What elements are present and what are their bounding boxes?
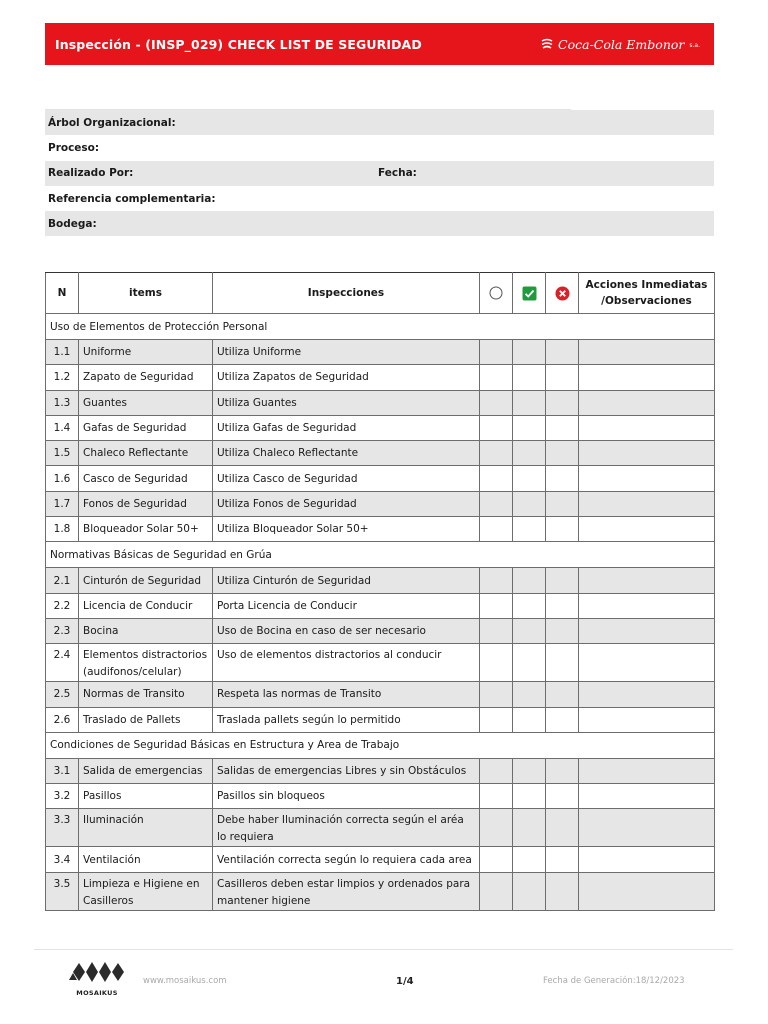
na-checkbox[interactable] [480, 872, 513, 910]
fail-checkbox[interactable] [546, 517, 579, 542]
row-number: 1.8 [46, 517, 79, 542]
ok-checkbox[interactable] [513, 415, 546, 440]
row-number: 3.5 [46, 872, 79, 910]
observations-field[interactable] [579, 682, 715, 707]
row-number: 3.4 [46, 847, 79, 872]
table-row [46, 682, 715, 707]
row-item: Bocina [79, 618, 213, 643]
fail-checkbox[interactable] [546, 441, 579, 466]
table-row [46, 618, 715, 643]
ok-checkbox[interactable] [513, 682, 546, 707]
observations-field[interactable] [579, 758, 715, 783]
na-checkbox[interactable] [480, 340, 513, 365]
na-checkbox[interactable] [480, 784, 513, 809]
fail-checkbox[interactable] [546, 707, 579, 732]
proceso-label: Proceso: [48, 141, 100, 154]
observations-field[interactable] [579, 593, 715, 618]
fail-checkbox[interactable] [546, 415, 579, 440]
table-row [46, 568, 715, 593]
mosaikus-icon [69, 960, 125, 984]
row-item: Uniforme [79, 340, 213, 365]
fail-checkbox[interactable] [546, 784, 579, 809]
table-row [46, 644, 715, 682]
section-title: Normativas Básicas de Seguridad en Grúa [46, 542, 715, 568]
ok-checkbox[interactable] [513, 390, 546, 415]
row-item: Limpieza e Higiene en Casilleros [79, 872, 213, 910]
red-x-icon [555, 286, 570, 301]
row-inspection: Utiliza Guantes [213, 390, 480, 415]
na-checkbox[interactable] [480, 568, 513, 593]
fail-checkbox[interactable] [546, 809, 579, 847]
na-checkbox[interactable] [480, 644, 513, 682]
row-inspection: Traslada pallets según lo permitido [213, 707, 480, 732]
observations-field[interactable] [579, 415, 715, 440]
col-header-na [480, 273, 513, 314]
info-row-realizado [45, 161, 714, 186]
section-row [46, 732, 715, 758]
ok-checkbox[interactable] [513, 441, 546, 466]
ok-checkbox[interactable] [513, 593, 546, 618]
observations-field[interactable] [579, 441, 715, 466]
section-row [46, 542, 715, 568]
row-inspection: Respeta las normas de Transito [213, 682, 480, 707]
row-inspection: Uso de elementos distractorios al conducir [213, 644, 480, 682]
observations-field[interactable] [579, 784, 715, 809]
table-row [46, 415, 715, 440]
row-number: 2.6 [46, 707, 79, 732]
ok-checkbox[interactable] [513, 872, 546, 910]
table-row [46, 809, 715, 847]
row-number: 2.4 [46, 644, 79, 682]
referencia-label: Referencia complementaria: [48, 192, 216, 205]
row-item: Casco de Seguridad [79, 466, 213, 491]
row-inspection: Utiliza Casco de Seguridad [213, 466, 480, 491]
ok-checkbox[interactable] [513, 618, 546, 643]
row-number: 2.5 [46, 682, 79, 707]
fail-checkbox[interactable] [546, 618, 579, 643]
na-checkbox[interactable] [480, 415, 513, 440]
table-row [46, 847, 715, 872]
brand-logo [540, 37, 700, 52]
row-number: 2.3 [46, 618, 79, 643]
col-header-fail [546, 273, 579, 314]
row-number: 1.4 [46, 415, 79, 440]
observations-field[interactable] [579, 847, 715, 872]
row-inspection: Debe haber Iluminación correcta según el aréa lo requiera [213, 809, 480, 847]
observations-field[interactable] [579, 707, 715, 732]
green-check-icon [522, 286, 537, 301]
table-row [46, 758, 715, 783]
row-item: Licencia de Conducir [79, 593, 213, 618]
fail-checkbox[interactable] [546, 593, 579, 618]
fail-checkbox[interactable] [546, 847, 579, 872]
ok-checkbox[interactable] [513, 568, 546, 593]
row-inspection: Porta Licencia de Conducir [213, 593, 480, 618]
observations-field[interactable] [579, 644, 715, 682]
table-row [46, 390, 715, 415]
row-item: Chaleco Reflectante [79, 441, 213, 466]
na-checkbox[interactable] [480, 491, 513, 516]
observations-field[interactable] [579, 568, 715, 593]
row-item: Traslado de Pallets [79, 707, 213, 732]
fecha-label: Fecha: [378, 167, 417, 180]
row-number: 1.3 [46, 390, 79, 415]
table-row [46, 784, 715, 809]
observations-field[interactable] [579, 517, 715, 542]
row-inspection: Utiliza Gafas de Seguridad [213, 415, 480, 440]
col-header-items: items [79, 273, 213, 314]
row-item: Normas de Transito [79, 682, 213, 707]
row-item: Salida de emergencias [79, 758, 213, 783]
coca-cola-icon [540, 37, 554, 51]
fail-checkbox[interactable] [546, 466, 579, 491]
mosaikus-logo [68, 960, 126, 997]
observations-field[interactable] [579, 340, 715, 365]
col-header-ok [513, 273, 546, 314]
report-header [45, 23, 714, 65]
checklist-table [45, 272, 715, 911]
row-item: Pasillos [79, 784, 213, 809]
row-number: 3.1 [46, 758, 79, 783]
row-number: 1.7 [46, 491, 79, 516]
ok-checkbox[interactable] [513, 340, 546, 365]
fail-checkbox[interactable] [546, 340, 579, 365]
row-number: 2.2 [46, 593, 79, 618]
brand-name: Coca-Cola Embonor [558, 36, 685, 52]
fail-checkbox[interactable] [546, 568, 579, 593]
observations-field[interactable] [579, 466, 715, 491]
info-row-bodega [45, 211, 714, 236]
row-number: 1.2 [46, 365, 79, 390]
col-header-inspecciones: Inspecciones [213, 273, 480, 314]
fail-checkbox[interactable] [546, 682, 579, 707]
row-inspection: Salidas de emergencias Libres y sin Obstáculos [213, 758, 480, 783]
table-row [46, 491, 715, 516]
row-number: 1.5 [46, 441, 79, 466]
na-checkbox[interactable] [480, 809, 513, 847]
row-number: 3.3 [46, 809, 79, 847]
row-item: Iluminación [79, 809, 213, 847]
row-inspection: Utiliza Fonos de Seguridad [213, 491, 480, 516]
report-title: Inspección - (INSP_029) CHECK LIST DE SEGURIDAD [55, 36, 422, 52]
row-inspection: Utiliza Uniforme [213, 340, 480, 365]
table-row [46, 517, 715, 542]
row-item: Bloqueador Solar 50+ [79, 517, 213, 542]
section-title: Uso de Elementos de Protección Personal [46, 314, 715, 340]
observations-field[interactable] [579, 390, 715, 415]
info-row-arbol [45, 110, 714, 135]
ok-checkbox[interactable] [513, 784, 546, 809]
na-checkbox[interactable] [480, 390, 513, 415]
na-checkbox[interactable] [480, 466, 513, 491]
ok-checkbox[interactable] [513, 644, 546, 682]
table-row [46, 365, 715, 390]
row-inspection: Utiliza Cinturón de Seguridad [213, 568, 480, 593]
ok-checkbox[interactable] [513, 466, 546, 491]
ok-checkbox[interactable] [513, 365, 546, 390]
ok-checkbox[interactable] [513, 847, 546, 872]
ok-checkbox[interactable] [513, 517, 546, 542]
observations-field[interactable] [579, 491, 715, 516]
table-row [46, 872, 715, 910]
row-item: Ventilación [79, 847, 213, 872]
ok-checkbox[interactable] [513, 491, 546, 516]
row-item: Gafas de Seguridad [79, 415, 213, 440]
checklist-body [46, 314, 715, 911]
table-header-row [46, 273, 715, 314]
row-number: 1.6 [46, 466, 79, 491]
row-item: Fonos de Seguridad [79, 491, 213, 516]
na-checkbox[interactable] [480, 707, 513, 732]
ok-checkbox[interactable] [513, 758, 546, 783]
page-number: 1/4 [396, 976, 414, 987]
row-inspection: Casilleros deben estar limpios y ordenados para mantener higiene [213, 872, 480, 910]
na-checkbox[interactable] [480, 441, 513, 466]
na-checkbox[interactable] [480, 365, 513, 390]
row-item: Elementos distractorios (audifonos/celular) [79, 644, 213, 682]
brand-suffix: s.a. [689, 41, 700, 49]
observations-field[interactable] [579, 872, 715, 910]
row-item: Guantes [79, 390, 213, 415]
realizado-label: Realizado Por: [48, 167, 134, 180]
table-row [46, 593, 715, 618]
row-number: 1.1 [46, 340, 79, 365]
row-inspection: Uso de Bocina en caso de ser necesario [213, 618, 480, 643]
table-row [46, 466, 715, 491]
empty-circle-icon [489, 286, 503, 300]
row-inspection: Utiliza Bloqueador Solar 50+ [213, 517, 480, 542]
na-checkbox[interactable] [480, 618, 513, 643]
ok-checkbox[interactable] [513, 809, 546, 847]
row-inspection: Utiliza Zapatos de Seguridad [213, 365, 480, 390]
observations-field[interactable] [579, 365, 715, 390]
section-title: Condiciones de Seguridad Básicas en Estructura y Area de Trabajo [46, 732, 715, 758]
row-inspection: Utiliza Chaleco Reflectante [213, 441, 480, 466]
fail-checkbox[interactable] [546, 491, 579, 516]
bodega-label: Bodega: [48, 217, 97, 230]
footer-website-link[interactable]: www.mosaikus.com [143, 976, 227, 986]
na-checkbox[interactable] [480, 593, 513, 618]
footer-divider [34, 949, 733, 950]
fail-checkbox[interactable] [546, 758, 579, 783]
row-number: 2.1 [46, 568, 79, 593]
info-row-referencia [45, 186, 714, 211]
col-header-acciones: Acciones Inmediatas /Observaciones [579, 273, 715, 314]
generation-date: Fecha de Generación:18/12/2023 [543, 976, 685, 986]
info-row-proceso [45, 135, 714, 160]
row-inspection: Pasillos sin bloqueos [213, 784, 480, 809]
row-item: Cinturón de Seguridad [79, 568, 213, 593]
fail-checkbox[interactable] [546, 390, 579, 415]
fail-checkbox[interactable] [546, 644, 579, 682]
mosaikus-name: MOSAIKUS [76, 989, 118, 997]
row-inspection: Ventilación correcta según lo requiera cada area [213, 847, 480, 872]
na-checkbox[interactable] [480, 758, 513, 783]
info-block [45, 110, 714, 236]
section-row [46, 314, 715, 340]
observations-field[interactable] [579, 809, 715, 847]
fail-checkbox[interactable] [546, 872, 579, 910]
observations-field[interactable] [579, 618, 715, 643]
table-row [46, 441, 715, 466]
table-row [46, 707, 715, 732]
row-number: 3.2 [46, 784, 79, 809]
arbol-label: Árbol Organizacional: [48, 116, 176, 129]
na-checkbox[interactable] [480, 682, 513, 707]
table-row [46, 340, 715, 365]
na-checkbox[interactable] [480, 847, 513, 872]
na-checkbox[interactable] [480, 517, 513, 542]
col-header-n: N [46, 273, 79, 314]
ok-checkbox[interactable] [513, 707, 546, 732]
fail-checkbox[interactable] [546, 365, 579, 390]
row-item: Zapato de Seguridad [79, 365, 213, 390]
